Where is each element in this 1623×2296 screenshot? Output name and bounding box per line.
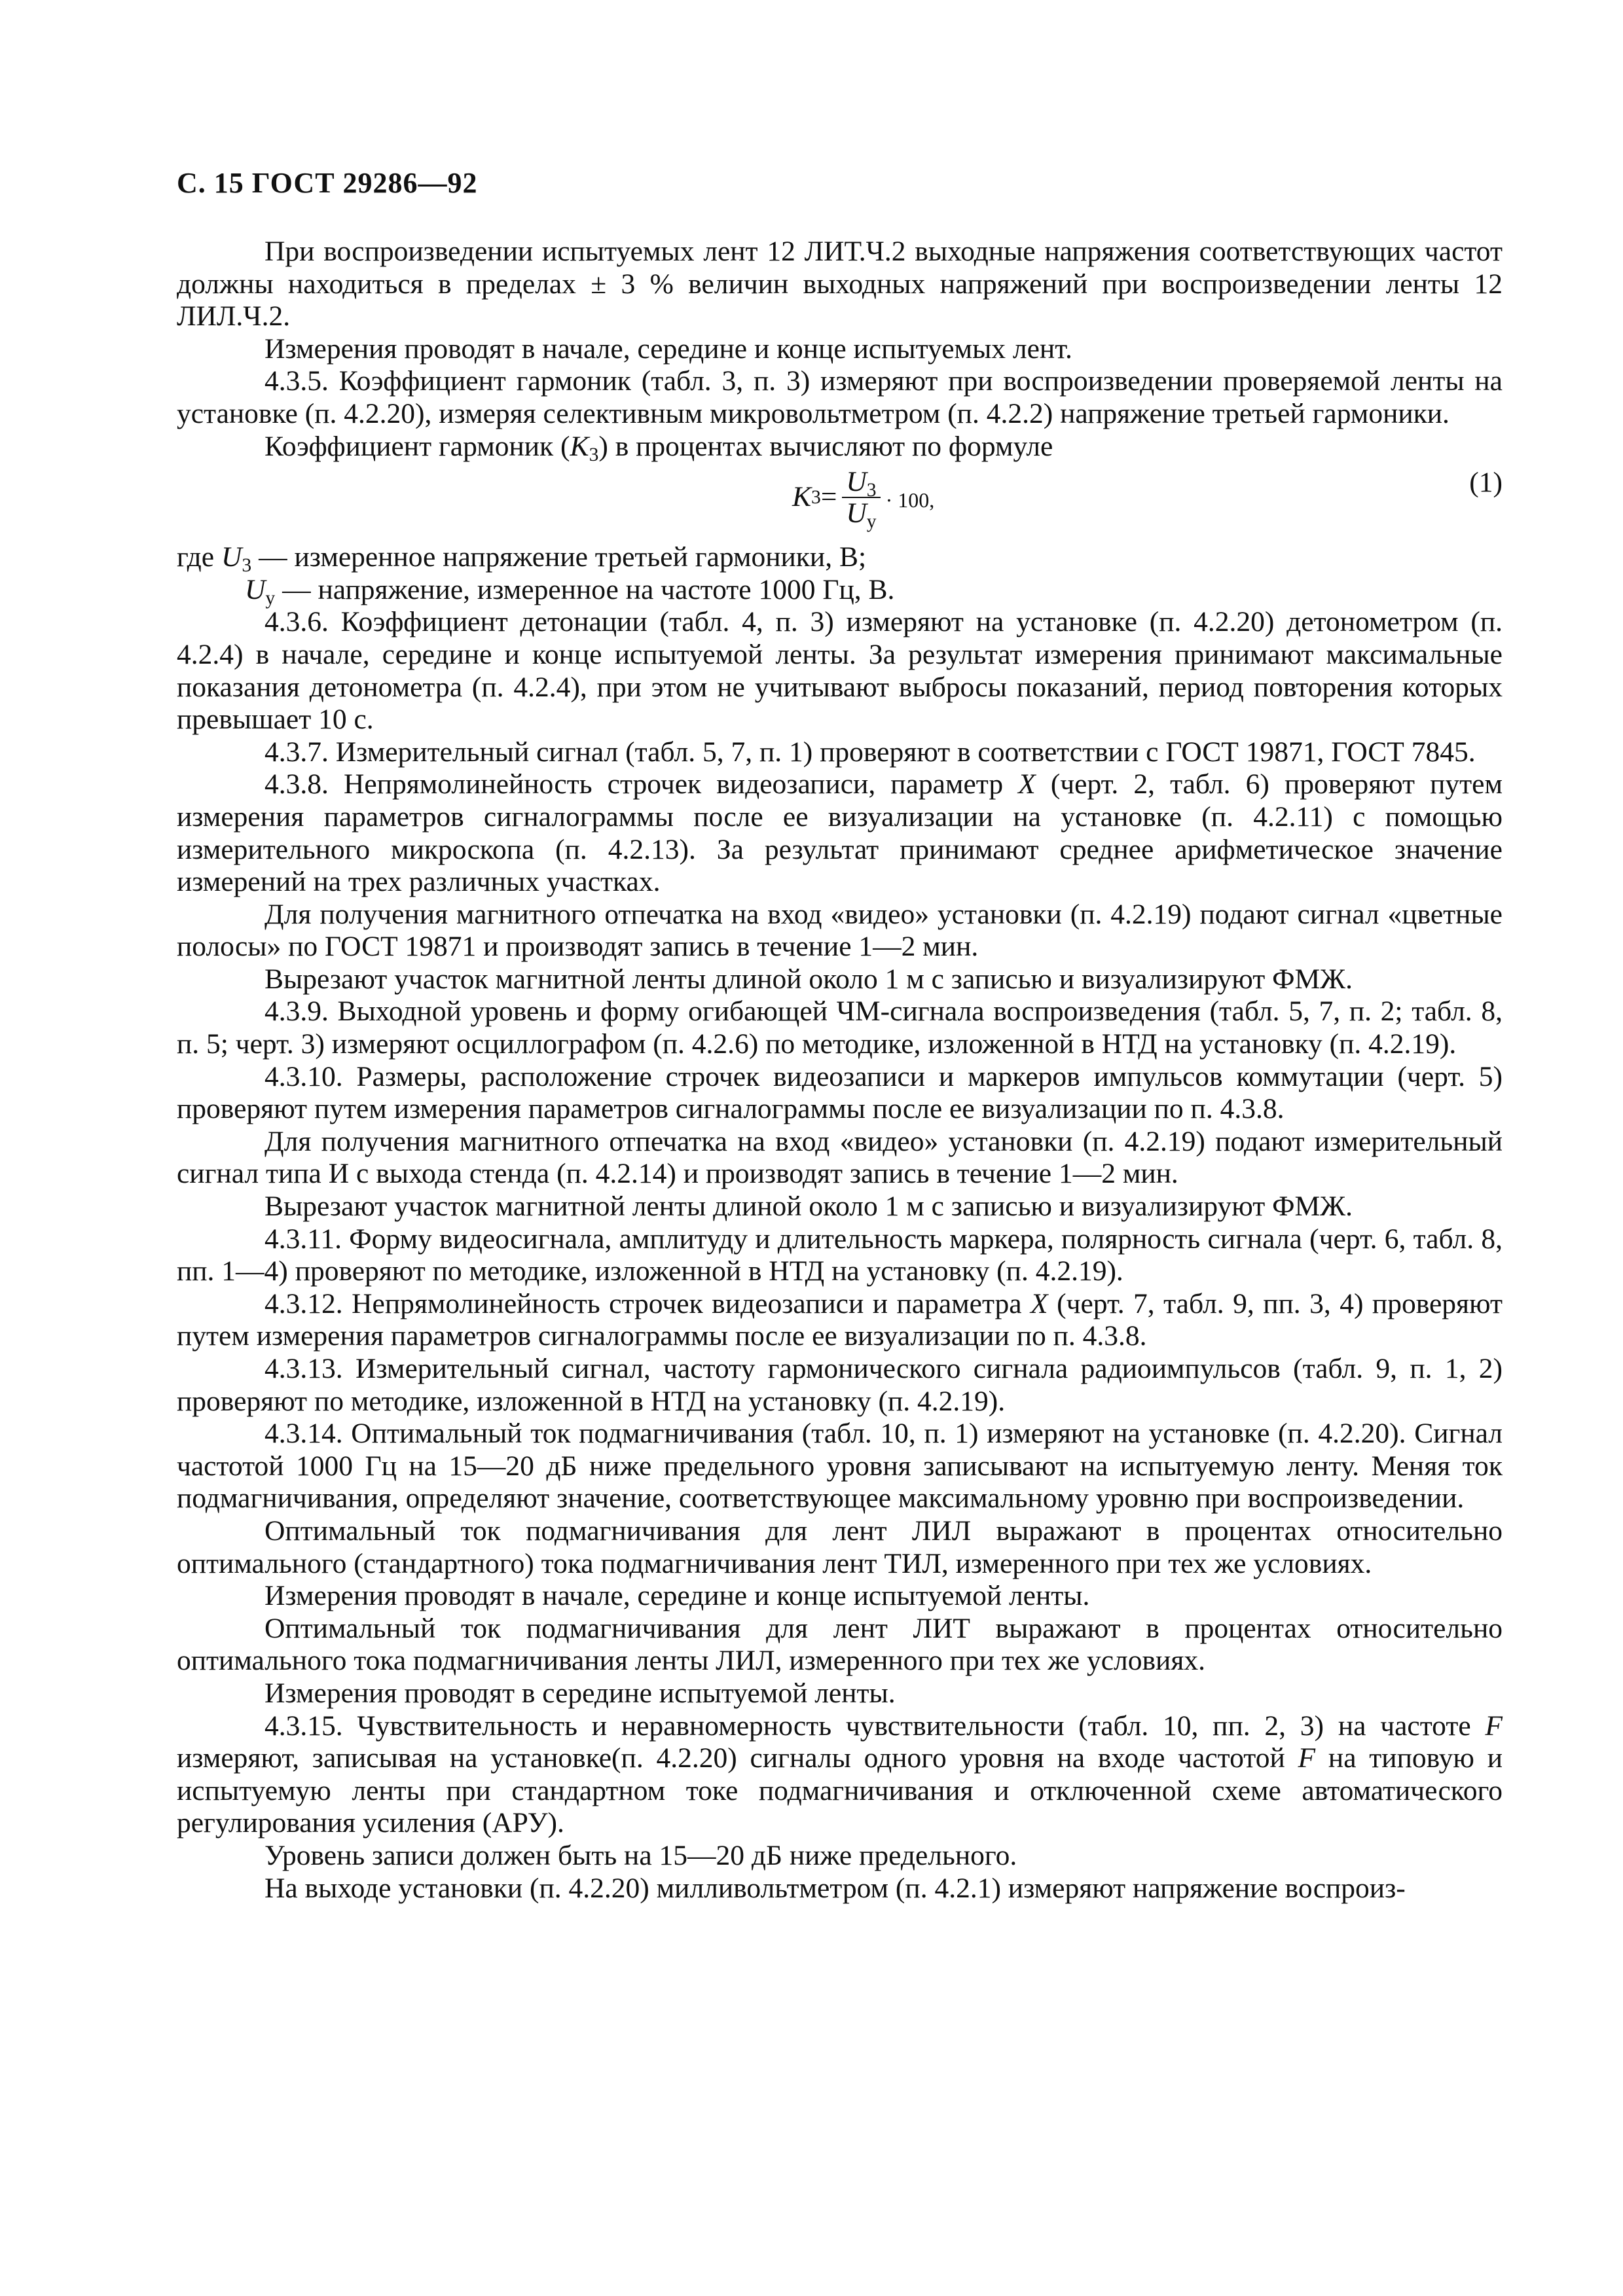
- paragraph: Для получения магнитного отпечатка на вход «видео» установки (п. 4.2.19) подают сигнал «цветные полосы» по ГОСТ 19871 и производят запись в течение 1—2 мин.: [177, 898, 1503, 963]
- paragraph: При воспроизведении испытуемых лент 12 ЛИТ.Ч.2 выходные напряжения соответствующих частот должны находиться в пределах ± 3 % величин выходных напряжений при воспроизведении ленты 12 ЛИЛ.Ч.2.: [177, 236, 1503, 332]
- paragraph-4-3-8: 4.3.8. Непрямолинейность строчек видеозаписи, параметр X (черт. 2, табл. 6) проверяют путем измерения параметров сигналограммы после ее визуализации на установке (п. 4.2.11) с помощью измерительного микроскопа (п. 4.2.13). За результат принимают среднее арифметическое значение измерений на трех различных участках.: [177, 768, 1503, 898]
- paragraph: Вырезают участок магнитной ленты длиной около 1 м с записью и визуализируют ФМЖ.: [264, 1191, 1353, 1223]
- paragraph-4-3-9: 4.3.9. Выходной уровень и форму огибающей ЧМ-сигнала воспроизведения (табл. 5, 7, п. 2; табл. 8, п. 5; черт. 3) измеряют осциллографом (п. 4.2.6) по методике, изложенной в НТД на установку (п. 4.2.19).: [177, 996, 1503, 1060]
- paragraph-4-3-11: 4.3.11. Форму видеосигнала, амплитуду и длительность маркера, полярность сигнала (черт. 6, табл. 8, пп. 1—4) проверяют по методике, изложенной в НТД на установку (п. 4.2.19).: [177, 1223, 1503, 1287]
- paragraph-4-3-14: 4.3.14. Оптимальный ток подмагничивания (табл. 10, п. 1) измеряют на установке (п. 4.2.20). Сигнал частотой 1000 Гц на 15—20 дБ ниже предельного уровня записывают на испытуемую ленту. Меняя ток подмагничивания, определяют значение, соответствующее максимальному уровню при воспроизведении.: [177, 1418, 1503, 1515]
- paragraph: Уровень записи должен быть на 15—20 дБ ниже предельного.: [264, 1839, 1017, 1871]
- fraction-numerator: $U_3$: [842, 467, 880, 498]
- paragraph: Для получения магнитного отпечатка на вход «видео» установки (п. 4.2.19) подают измерительный сигнал типа И с выхода стенда (п. 4.2.14) и производят запись в течение 1—2 мин.: [177, 1125, 1503, 1190]
- formula-row: [177, 463, 1503, 541]
- paragraph-4-3-10: 4.3.10. Размеры, расположение строчек видеозаписи и маркеров импульсов коммутации (черт. 5) проверяют путем измерения параметров сигналограммы после ее визуализации по п. 4.3.8.: [177, 1060, 1503, 1125]
- body-text: [177, 236, 1503, 1905]
- paragraph-4-3-15: 4.3.15. Чувствительность и неравномерность чувствительности (табл. 10, пп. 2, 3) на частоте F измеряют, записывая на установке(п. 4.2.20) сигналы одного уровня на входе частотой F на типовую и испытуемую ленты при стандартном токе подмагничивания и отключенной схеме автоматического регулирования усиления (АРУ).: [177, 1710, 1503, 1839]
- fraction: [842, 466, 880, 533]
- paragraph-formula-intro: Коэффициент гармоник $(K_3)$ в процентах вычисляют по формуле: [264, 430, 1053, 465]
- page-header: С. 15 ГОСТ 29286—92: [177, 167, 478, 199]
- paragraph-4-3-13: 4.3.13. Измерительный сигнал, частоту гармонического сигнала радиоимпульсов (табл. 9, п. 1, 2) проверяют по методике, изложенной в НТД на установку (п. 4.2.19).: [177, 1353, 1503, 1417]
- paragraph: Измерения проводят в середине испытуемой ленты.: [264, 1677, 896, 1709]
- paragraph: Оптимальный ток подмагничивания для лент ЛИТ выражают в процентах относительно оптимального тока подмагничивания ленты ЛИЛ, измеренного при тех же условиях.: [177, 1612, 1503, 1677]
- fraction-denominator: $U_у$: [846, 497, 877, 533]
- where-line-2: $U_у$ — напряжение, измеренное на частоте 1000 Гц, В.: [245, 573, 895, 609]
- formula-number: (1): [1469, 467, 1503, 499]
- paragraph-4-3-5: 4.3.5. Коэффициент гармоник (табл. 3, п. 3) измеряют при воспроизведении проверяемой ленты на установке (п. 4.2.20), измеряя селективным микровольтметром (п. 4.2.2) напряжение третьей гармоники.: [177, 365, 1503, 429]
- paragraph-4-3-12: 4.3.12. Непрямолинейность строчек видеозаписи и параметра X (черт. 7, табл. 9, пп. 3, 4) проверяют путем измерения параметров сигналограммы после ее визуализации по п. 4.3.8.: [177, 1287, 1503, 1352]
- paragraph: Измерения проводят в начале, середине и конце испытуемых лент.: [264, 332, 1072, 365]
- paragraph: На выходе установки (п. 4.2.20) милливольтметром (п. 4.2.1) измеряют напряжение воспроиз-: [264, 1872, 1406, 1904]
- paragraph: Измерения проводят в начале, середине и конце испытуемой ленты.: [264, 1580, 1090, 1612]
- where-line-1: где $U_3$ — измеренное напряжение третьей гармоники, В;: [177, 541, 867, 577]
- paragraph-4-3-6: 4.3.6. Коэффициент детонации (табл. 4, п. 3) измеряют на установке (п. 4.2.20) детонометром (п. 4.2.4) в начале, середине и конце испытуемой ленты. За результат измерения принимают максимальные показания детонометра (п. 4.2.4), при этом не учитывают выбросы показаний, период повторения которых превышает 10 с.: [177, 606, 1503, 736]
- paragraph: Оптимальный ток подмагничивания для лент ЛИЛ выражают в процентах относительно оптимального (стандартного) тока подмагничивания лент ТИЛ, измеренного при тех же условиях.: [177, 1515, 1503, 1579]
- formula-k3: K 3 = $\frac{U_3}{U_у}$ · 100,: [792, 466, 935, 533]
- paragraph-4-3-7: 4.3.7. Измерительный сигнал (табл. 5, 7, п. 1) проверяют в соответствии с ГОСТ 19871, ГОСТ 7845.: [264, 736, 1476, 768]
- paragraph: Вырезают участок магнитной ленты длиной около 1 м с записью и визуализируют ФМЖ.: [264, 963, 1353, 995]
